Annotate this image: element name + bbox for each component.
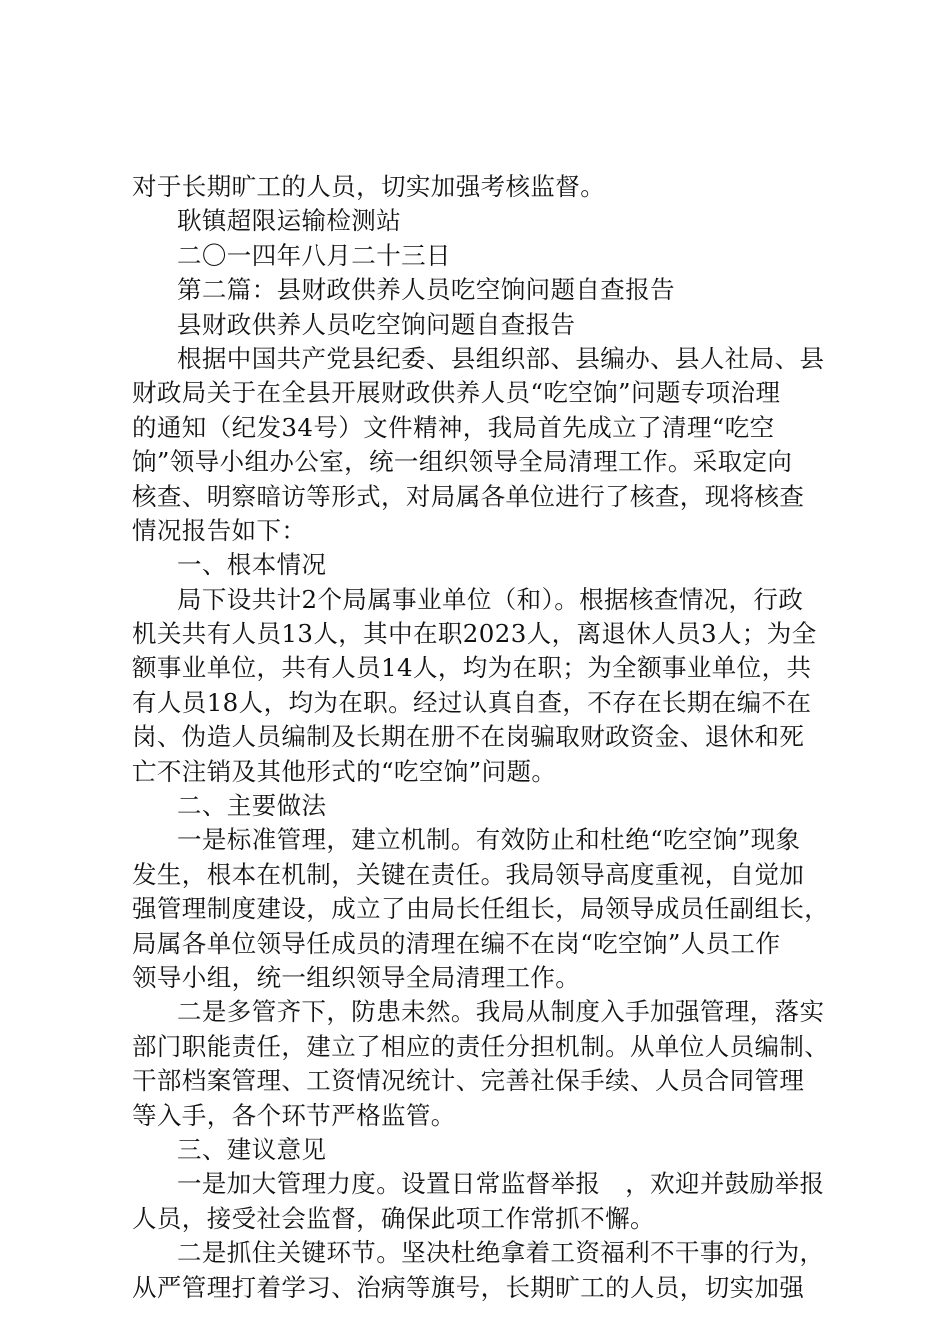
- text-line: 机关共有人员13人，其中在职2023人，离退休人员3人；为全: [132, 619, 817, 649]
- text-line: 核查、明察暗访等形式，对局属各单位进行了核查，现将核查: [132, 481, 805, 511]
- text-line: 部门职能责任，建立了相应的责任分担机制。从单位人员编制、: [132, 1031, 830, 1061]
- text-line: 的通知（纪发34号）文件精神，我局首先成立了清理“吃空: [132, 412, 775, 442]
- text-line: 局属各单位领导任成员的清理在编不在岗“吃空饷”人员工作: [132, 928, 781, 958]
- text-line: 发生，根本在机制，关键在责任。我局领导高度重视，自觉加: [132, 859, 805, 889]
- text-line: 岗、伪造人员编制及长期在册不在岗骗取财政资金、退休和死: [132, 722, 805, 752]
- text-line: 强管理制度建设，成立了由局长任组长，局领导成员任副组长，: [132, 894, 830, 924]
- text-line: 一是加大管理力度。设置日常监督举报 ，欢迎并鼓励举报: [177, 1169, 825, 1199]
- text-line: 根据中国共产党县纪委、县组织部、县编办、县人社局、县: [177, 343, 825, 373]
- text-line: 对于长期旷工的人员，切实加强考核监督。: [132, 172, 606, 201]
- text-line: 等入手，各个环节严格监管。: [132, 1100, 456, 1130]
- text-line: 干部档案管理、工资情况统计、完善社保手续、人员合同管理: [132, 1066, 805, 1096]
- text-line: 一、根本情况: [177, 550, 327, 580]
- text-line: 二〇一四年八月二十三日: [177, 240, 451, 270]
- text-line: 领导小组，统一组织领导全局清理工作。: [132, 962, 581, 992]
- text-line: 二、主要做法: [177, 791, 327, 821]
- text-line: 二是抓住关键环节。坚决杜绝拿着工资福利不干事的行为，: [177, 1238, 825, 1268]
- text-line: 情况报告如下：: [132, 515, 307, 545]
- text-line: 有人员18人，均为在职。经过认真自查，不存在长期在编不在: [132, 687, 812, 717]
- text-line: 额事业单位，共有人员14人，均为在职；为全额事业单位，共: [132, 653, 812, 683]
- text-line: 饷”领导小组办公室，统一组织领导全局清理工作。采取定向: [132, 447, 793, 477]
- text-line: 亡不注销及其他形式的“吃空饷”问题。: [132, 756, 557, 786]
- text-line: 一是标准管理，建立机制。有效防止和杜绝“吃空饷”现象: [177, 825, 801, 855]
- text-line: 第二篇：县财政供养人员吃空饷问题自查报告: [177, 275, 675, 305]
- text-line: 人员，接受社会监督，确保此项工作常抓不懈。: [132, 1203, 655, 1233]
- text-line: 从严管理打着学习、治病等旗号，长期旷工的人员，切实加强: [132, 1272, 805, 1302]
- text-line: 局下设共计2个局属事业单位（和）。根据核查情况，行政: [177, 584, 804, 614]
- text-line: 二是多管齐下，防患未然。我局从制度入手加强管理，落实: [177, 997, 825, 1027]
- text-line: 三、建议意见: [177, 1134, 327, 1164]
- document-body: [132, 170, 842, 1305]
- text-line: 耿镇超限运输检测站: [177, 206, 402, 236]
- text-line: 县财政供养人员吃空饷问题自查报告: [177, 309, 576, 339]
- text-line: 财政局关于在全县开展财政供养人员“吃空饷”问题专项治理: [132, 378, 781, 408]
